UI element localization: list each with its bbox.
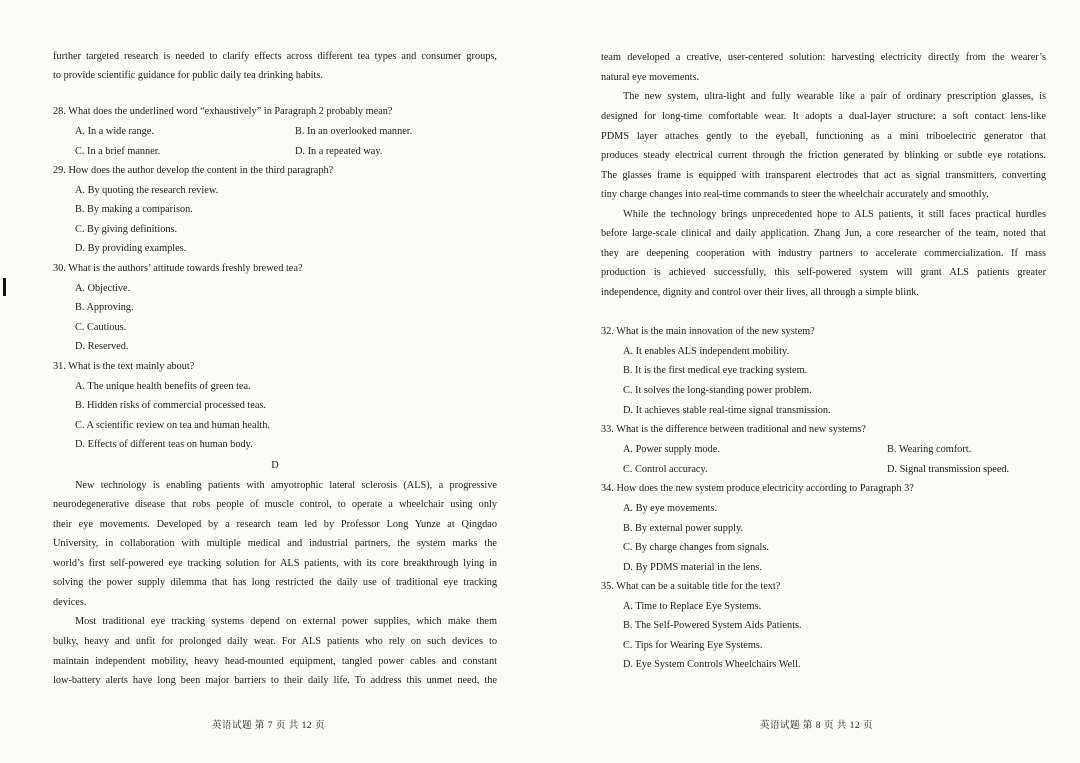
passage-line: tiny charge changes into real-time commands to steer the wheelchair accurately and smoothly. — [601, 189, 989, 200]
q28-option-c[interactable]: C. In a brief manner. — [75, 146, 161, 157]
q32-option-b[interactable]: B. It is the first medical eye tracking system. — [623, 365, 808, 376]
passage-line: The glasses frame is equipped with transparent electrodes that act as signal transmitters, converting — [601, 170, 1046, 181]
passage-line: University, in collaboration with multiple medical and industrial partners, the system marks the — [53, 538, 497, 549]
q33-option-b[interactable]: B. Wearing comfort. — [887, 444, 972, 455]
q29-option-c[interactable]: C. By giving definitions. — [75, 224, 178, 235]
passage-line: neurodegenerative disease that robs people of muscle control, to operate a wheelchair using only — [53, 499, 497, 510]
passage-line: produces steady electrical current through the friction generated by blinking or subtle eye rotations. — [601, 150, 1046, 161]
passage-line: bulky, heavy and unfit for prolonged daily wear. For ALS patients who rely on such devices to — [53, 636, 497, 647]
q28-option-a[interactable]: A. In a wide range. — [75, 126, 154, 137]
q33-option-c[interactable]: C. Control accuracy. — [623, 464, 708, 475]
q32-option-a[interactable]: A. It enables ALS independent mobility. — [623, 346, 790, 357]
passage-line: world’s first self-powered eye tracking solution for ALS patients, with its core breakthrough lying in — [53, 558, 497, 569]
question-28-stem: 28. What does the underlined word “exhaustively” in Paragraph 2 probably mean? — [53, 106, 393, 117]
passage-line: low-battery alerts have long been major barriers to their daily life. To address this unmet need, the — [53, 675, 497, 686]
q31-option-d[interactable]: D. Effects of different teas on human body. — [75, 439, 253, 450]
q35-option-a[interactable]: A. Time to Replace Eye Systems. — [623, 601, 762, 612]
question-35-stem: 35. What can be a suitable title for the text? — [601, 581, 781, 592]
q30-option-d[interactable]: D. Reserved. — [75, 341, 129, 352]
passage-line: natural eye movements. — [601, 72, 700, 83]
passage-line: New technology is enabling patients with amyotrophic lateral sclerosis (ALS), a progressive — [75, 480, 497, 491]
left-page-footer: 英语试题 第 7 页 共 12 页 — [212, 721, 326, 731]
margin-mark — [3, 278, 6, 296]
passage-line: Most traditional eye tracking systems depend on external power supplies, which make them — [75, 616, 497, 627]
question-29-stem: 29. How does the author develop the content in the third paragraph? — [53, 165, 334, 176]
question-32-stem: 32. What is the main innovation of the new system? — [601, 326, 815, 337]
passage-line: The new system, ultra-light and fully wearable like a pair of ordinary prescription glasses, is — [623, 91, 1046, 102]
q35-option-b[interactable]: B. The Self-Powered System Aids Patients. — [623, 620, 802, 631]
passage-line: maintain independent mobility, heavy head-mounted equipment, tangled power cables and constant — [53, 656, 497, 667]
q30-option-a[interactable]: A. Objective. — [75, 283, 131, 294]
passage-line: before large-scale clinical and daily application. Zhang Jun, a core researcher of the team, noted that — [601, 228, 1046, 239]
passage-line: they are deepening cooperation with industry partners to accelerate commercialization. If mass — [601, 248, 1046, 259]
intro-line: to provide scientific guidance for public daily tea drinking habits. — [53, 70, 323, 81]
q29-option-b[interactable]: B. By making a comparison. — [75, 204, 193, 215]
q31-option-a[interactable]: A. The unique health benefits of green tea. — [75, 381, 251, 392]
question-31-stem: 31. What is the text mainly about? — [53, 361, 195, 372]
question-33-stem: 33. What is the difference between traditional and new systems? — [601, 424, 866, 435]
passage-line: devices. — [53, 597, 87, 608]
intro-line: further targeted research is needed to clarify effects across different tea types and consumer groups, — [53, 51, 497, 62]
q33-option-d[interactable]: D. Signal transmission speed. — [887, 464, 1010, 475]
q31-option-c[interactable]: C. A scientific review on tea and human health. — [75, 420, 271, 431]
passage-line: solving the power supply dilemma that has long restricted the daily use of traditional eye tracking — [53, 577, 497, 588]
right-page-footer: 英语试题 第 8 页 共 12 页 — [760, 721, 874, 731]
q34-option-c[interactable]: C. By charge changes from signals. — [623, 542, 769, 553]
q33-option-a[interactable]: A. Power supply mode. — [623, 444, 720, 455]
passage-line: designed for long-time comfortable wear. It adopts a dual-layer structure: a soft contact lens-like — [601, 111, 1046, 122]
passage-line: team developed a creative, user-centered solution: harvesting electricity directly from the wearer’s — [601, 52, 1046, 63]
q28-option-b[interactable]: B. In an overlooked manner. — [295, 126, 413, 137]
passage-line: PDMS layer attaches gently to the eyeball, functioning as a mini triboelectric generator that — [601, 131, 1046, 142]
q29-option-a[interactable]: A. By quoting the research review. — [75, 185, 219, 196]
q28-option-d[interactable]: D. In a repeated way. — [295, 146, 383, 157]
q31-option-b[interactable]: B. Hidden risks of commercial processed teas. — [75, 400, 267, 411]
q29-option-d[interactable]: D. By providing examples. — [75, 243, 187, 254]
q34-option-b[interactable]: B. By external power supply. — [623, 523, 744, 534]
question-34-stem: 34. How does the new system produce electricity according to Paragraph 3? — [601, 483, 914, 494]
q34-option-a[interactable]: A. By eye movements. — [623, 503, 718, 514]
q30-option-b[interactable]: B. Approving. — [75, 302, 134, 313]
q32-option-c[interactable]: C. It solves the long-standing power problem. — [623, 385, 812, 396]
passage-line: independence, dignity and control over their lives, all through a simple blink. — [601, 287, 919, 298]
q30-option-c[interactable]: C. Cautious. — [75, 322, 127, 333]
q32-option-d[interactable]: D. It achieves stable real-time signal transmission. — [623, 405, 831, 416]
q35-option-c[interactable]: C. Tips for Wearing Eye Systems. — [623, 640, 763, 651]
q35-option-d[interactable]: D. Eye System Controls Wheelchairs Well. — [623, 659, 801, 670]
q34-option-d[interactable]: D. By PDMS material in the lens. — [623, 562, 762, 573]
passage-line: production is achieved successfully, this self-powered system will grant ALS patients greater — [601, 267, 1046, 278]
passage-line: While the technology brings unprecedented hope to ALS patients, it still faces practical hurdles — [623, 209, 1046, 220]
section-letter: D — [271, 460, 279, 471]
question-30-stem: 30. What is the authors’ attitude towards freshly brewed tea? — [53, 263, 303, 274]
passage-line: their eye movements. Developed by a research team led by Professor Long Yunze at Qingdao — [53, 519, 497, 530]
